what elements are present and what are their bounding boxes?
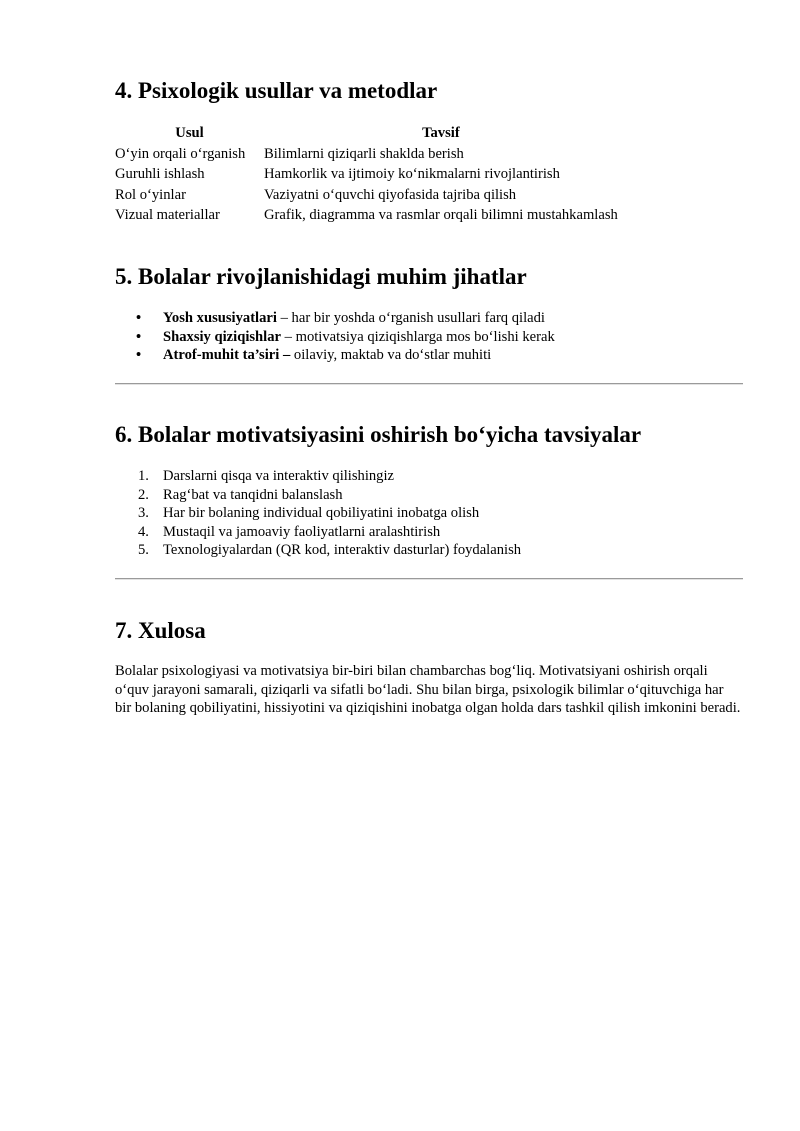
section-6-heading: 6. Bolalar motivatsiyasini oshirish bo‘yicha tavsiyalar — [115, 422, 642, 447]
table-cell-method: O‘yin orqali o‘rganish — [115, 145, 246, 162]
methods-table — [115, 123, 618, 226]
list-number: 3. — [138, 505, 149, 522]
list-item-text: – motivatsiya qiziqishlarga mos bo‘lishi kerak — [281, 328, 555, 345]
list-item — [115, 467, 521, 486]
development-aspects-list — [115, 309, 555, 365]
list-item-text: Texnologiyalardan (QR kod, interaktiv dasturlar) foydalanish — [163, 542, 522, 559]
column-header-tavsif: Tavsif — [422, 125, 460, 141]
bullet-marker: • — [136, 328, 142, 345]
table-row — [115, 205, 618, 226]
list-number: 4. — [138, 523, 149, 540]
list-item-term: Atrof-muhit ta’siri – — [163, 347, 291, 364]
list-item-term: Shaxsiy qiziqishlar — [163, 328, 282, 345]
section-4-heading: 4. Psixologik usullar va metodlar — [115, 78, 438, 103]
list-item-text: oilaviy, maktab va do‘stlar muhiti — [290, 347, 492, 364]
bullet-marker: • — [136, 347, 142, 364]
table-row — [115, 164, 618, 185]
table-cell-method: Guruhli ishlash — [115, 166, 205, 182]
table-cell-description: Grafik, diagramma va rasmlar orqali bilimni mustahkamlash — [264, 207, 618, 223]
table-cell-method: Rol o‘yinlar — [115, 186, 186, 203]
list-item-text: Har bir bolaning individual qobiliyatini inobatga olish — [163, 505, 480, 522]
list-item-text: Darslarni qisqa va interaktiv qilishingiz — [163, 468, 395, 484]
conclusion-paragraph: Bolalar psixologiyasi va motivatsiya bir-biri bilan chambarchas bog‘liq. Motivatsiyani oshirish orqali o‘quv jarayoni samarali, qiziqarli va sifatli bo‘ladi. Shu bilan birga, psixologik bilimlar o‘qituvchiga har bir bolaning qobiliyatini, hissiyotini va qiziqishini inobatga olgan holda dars tashkil qilish imkonini beradi. — [115, 663, 741, 717]
list-item — [115, 309, 555, 328]
column-header-usul: Usul — [175, 125, 204, 141]
table-cell-description: Hamkorlik va ijtimoiy ko‘nikmalarni rivojlantirish — [264, 166, 560, 182]
list-item — [115, 486, 521, 505]
list-item — [115, 328, 555, 347]
list-number: 5. — [138, 542, 149, 559]
list-number: 1. — [138, 468, 149, 484]
section-5-heading: 5. Bolalar rivojlanishidagi muhim jihatlar — [115, 264, 527, 289]
table-row — [115, 144, 618, 165]
list-item — [115, 541, 521, 560]
table-cell-description: Bilimlarni qiziqarli shaklda berish — [264, 145, 464, 162]
table-header-row — [115, 123, 618, 144]
horizontal-divider — [115, 578, 743, 580]
horizontal-divider — [115, 383, 743, 385]
list-item — [115, 504, 521, 523]
section-7-heading: 7. Xulosa — [115, 618, 206, 643]
table-cell-description: Vaziyatni o‘quvchi qiyofasida tajriba qilish — [264, 186, 517, 203]
list-item-text: Rag‘bat va tanqidni balanslash — [163, 486, 343, 503]
list-item-text: – har bir yoshda o‘rganish usullari farq qiladi — [276, 310, 545, 326]
table-row — [115, 185, 618, 206]
list-item-term: Yosh xususiyatlari — [163, 310, 277, 326]
bullet-marker: • — [136, 310, 142, 326]
list-number: 2. — [138, 486, 149, 503]
recommendations-list — [115, 467, 521, 560]
list-item — [115, 523, 521, 542]
list-item-text: Mustaqil va jamoaviy faoliyatlarni aralashtirish — [163, 523, 441, 540]
list-item — [115, 346, 555, 365]
table-cell-method: Vizual materiallar — [115, 207, 220, 223]
